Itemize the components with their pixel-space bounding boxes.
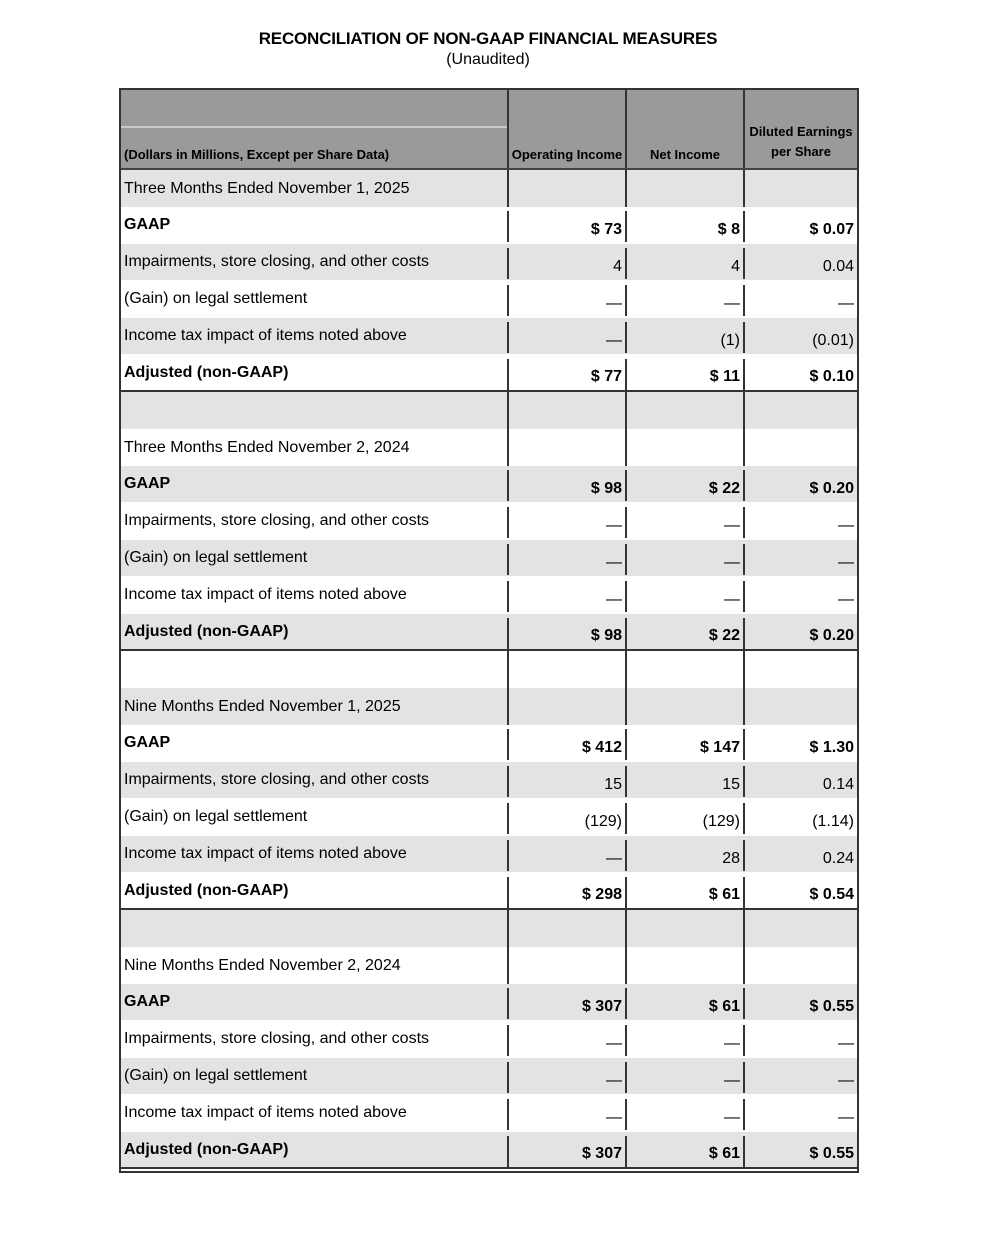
column-divider	[743, 947, 745, 984]
row-label: Adjusted (non-GAAP)	[124, 363, 289, 381]
section-title-row	[121, 688, 857, 725]
column-divider	[743, 359, 745, 390]
column-divider	[743, 285, 745, 316]
diluted-eps-value: $ 0.10	[809, 368, 854, 385]
table-header	[121, 90, 857, 170]
table-row	[121, 318, 857, 355]
column-divider	[625, 877, 627, 908]
operating-income-value: —	[606, 332, 622, 349]
column-divider	[507, 248, 509, 279]
column-divider	[743, 248, 745, 279]
table-row	[121, 614, 857, 651]
column-divider	[507, 877, 509, 908]
table-row	[121, 762, 857, 799]
section-title-row	[121, 947, 857, 984]
column-divider	[507, 910, 509, 947]
column-divider	[625, 766, 627, 797]
diluted-eps-value: 0.14	[822, 776, 854, 793]
column-divider	[625, 211, 627, 242]
table-row	[121, 540, 857, 577]
section-title: Nine Months Ended November 2, 2024	[124, 956, 401, 974]
diluted-eps-value: —	[838, 1109, 854, 1126]
net-income-value: 28	[722, 850, 740, 867]
column-divider	[625, 803, 627, 834]
net-income-value: —	[724, 1109, 740, 1126]
operating-income-value: —	[606, 1072, 622, 1089]
column-divider	[625, 392, 627, 429]
table-row	[121, 873, 857, 910]
table-row	[121, 1095, 857, 1132]
section-title-row	[121, 170, 857, 207]
column-divider	[625, 651, 627, 688]
row-label: Income tax impact of items noted above	[124, 586, 407, 603]
column-divider	[625, 429, 627, 466]
net-income-value: —	[724, 591, 740, 608]
table-row	[121, 1021, 857, 1058]
column-divider	[625, 544, 627, 575]
column-divider	[507, 803, 509, 834]
column-divider	[743, 170, 745, 207]
section-title: Three Months Ended November 2, 2024	[124, 438, 410, 456]
column-divider	[507, 429, 509, 466]
diluted-eps-value: $ 0.20	[809, 480, 854, 497]
table-row	[121, 466, 857, 503]
column-divider	[507, 947, 509, 984]
column-divider	[625, 285, 627, 316]
operating-income-value: $ 298	[581, 886, 622, 903]
row-label: Impairments, store closing, and other costs	[124, 1030, 430, 1047]
column-divider	[743, 729, 745, 760]
diluted-eps-value: $ 0.54	[809, 886, 854, 903]
row-label: Impairments, store closing, and other costs	[124, 771, 430, 788]
operating-income-value: $ 412	[581, 739, 622, 756]
row-label: GAAP	[124, 734, 171, 751]
column-divider	[507, 359, 509, 390]
column-divider	[507, 766, 509, 797]
column-divider	[507, 470, 509, 501]
column-divider	[743, 1025, 745, 1056]
net-income-value: $ 147	[699, 739, 740, 756]
column-divider	[625, 359, 627, 390]
column-divider	[743, 688, 745, 725]
table-row	[121, 1058, 857, 1095]
table-row	[121, 725, 857, 762]
table-row	[121, 577, 857, 614]
header-operating-income: Operating Income	[507, 90, 625, 168]
diluted-eps-value: —	[838, 1035, 854, 1052]
spacer-row	[121, 910, 857, 947]
column-divider	[507, 211, 509, 242]
column-divider	[743, 507, 745, 538]
column-divider	[625, 507, 627, 538]
column-divider	[507, 1025, 509, 1056]
diluted-eps-value: 0.04	[822, 258, 854, 275]
column-divider	[743, 429, 745, 466]
spacer-row	[121, 651, 857, 688]
diluted-eps-value: $ 0.07	[809, 221, 854, 238]
column-divider	[507, 1062, 509, 1093]
net-income-value: $ 61	[708, 886, 740, 903]
operating-income-value: 15	[604, 776, 622, 793]
column-divider	[507, 988, 509, 1019]
column-divider	[743, 840, 745, 871]
column-divider	[743, 581, 745, 612]
column-divider	[507, 322, 509, 353]
net-income-value: —	[724, 554, 740, 571]
diluted-eps-value: $ 0.55	[809, 1145, 854, 1162]
column-divider	[625, 729, 627, 760]
row-label: Income tax impact of items noted above	[124, 845, 407, 862]
net-income-value: 15	[722, 776, 740, 793]
column-divider	[625, 947, 627, 984]
diluted-eps-value: —	[838, 591, 854, 608]
table-row	[121, 503, 857, 540]
column-divider	[507, 1136, 509, 1167]
column-divider	[743, 211, 745, 242]
column-divider	[743, 544, 745, 575]
net-income-value: $ 11	[709, 368, 740, 385]
header-label: (Dollars in Millions, Except per Share Data)	[124, 147, 390, 162]
operating-income-value: —	[606, 554, 622, 571]
column-divider	[507, 651, 509, 688]
column-divider	[625, 1025, 627, 1056]
column-divider	[507, 507, 509, 538]
table-row	[121, 244, 857, 281]
diluted-eps-value: —	[838, 554, 854, 571]
column-divider	[743, 877, 745, 908]
column-divider	[743, 803, 745, 834]
row-label: (Gain) on legal settlement	[124, 1067, 308, 1084]
row-label: GAAP	[124, 216, 171, 233]
column-divider	[743, 1062, 745, 1093]
net-income-value: (1)	[720, 332, 740, 349]
column-divider	[743, 470, 745, 501]
diluted-eps-value: $ 0.20	[809, 627, 854, 644]
operating-income-value: —	[606, 295, 622, 312]
row-label: Impairments, store closing, and other costs	[124, 253, 430, 270]
diluted-eps-value: —	[838, 517, 854, 534]
operating-income-value: —	[606, 517, 622, 534]
column-divider	[625, 170, 627, 207]
column-divider	[625, 910, 627, 947]
column-divider	[625, 322, 627, 353]
column-divider	[743, 910, 745, 947]
column-divider	[625, 618, 627, 649]
section-title-row	[121, 429, 857, 466]
column-divider	[743, 651, 745, 688]
operating-income-value: $ 73	[590, 221, 622, 238]
table-row	[121, 799, 857, 836]
operating-income-value: —	[606, 1035, 622, 1052]
column-divider	[743, 988, 745, 1019]
row-label: GAAP	[124, 993, 171, 1010]
column-divider	[507, 170, 509, 207]
table-row	[121, 207, 857, 244]
column-divider	[507, 840, 509, 871]
row-label: (Gain) on legal settlement	[124, 808, 308, 825]
table-row	[121, 355, 857, 392]
diluted-eps-value: $ 0.55	[809, 998, 854, 1015]
net-income-value: 4	[731, 258, 740, 275]
column-divider	[625, 1099, 627, 1130]
row-label: Adjusted (non-GAAP)	[124, 622, 289, 640]
diluted-eps-value: (1.14)	[812, 813, 854, 830]
column-divider	[625, 1136, 627, 1167]
row-label: GAAP	[124, 475, 171, 492]
column-divider	[507, 618, 509, 649]
row-label: Impairments, store closing, and other costs	[124, 512, 430, 529]
section-title: Three Months Ended November 1, 2025	[124, 179, 410, 197]
column-divider	[625, 688, 627, 725]
row-label: (Gain) on legal settlement	[124, 549, 308, 566]
net-income-value: —	[724, 1035, 740, 1052]
column-divider	[625, 581, 627, 612]
spacer-row	[121, 392, 857, 429]
column-divider	[743, 766, 745, 797]
column-divider	[625, 1062, 627, 1093]
operating-income-value: $ 77	[590, 368, 622, 385]
column-divider	[507, 392, 509, 429]
column-divider	[507, 285, 509, 316]
reconciliation-table	[119, 88, 859, 1173]
table-row	[121, 1132, 857, 1169]
column-divider	[507, 544, 509, 575]
header-diluted-eps-line2: per Share	[771, 144, 831, 159]
header-diluted-eps-line1: Diluted Earnings	[749, 124, 853, 139]
column-divider	[625, 840, 627, 871]
column-divider	[743, 392, 745, 429]
diluted-eps-value: —	[838, 295, 854, 312]
column-divider	[743, 1136, 745, 1167]
net-income-value: $ 8	[717, 221, 740, 238]
header-net-income: Net Income	[625, 90, 743, 168]
diluted-eps-value: $ 1.30	[809, 739, 854, 756]
diluted-eps-value: 0.24	[822, 850, 854, 867]
operating-income-value: —	[606, 591, 622, 608]
column-divider	[507, 688, 509, 725]
table-row	[121, 984, 857, 1021]
row-label: (Gain) on legal settlement	[124, 290, 308, 307]
net-income-value: —	[724, 295, 740, 312]
operating-income-value: $ 307	[581, 1145, 622, 1162]
operating-income-value: —	[606, 1109, 622, 1126]
section-title: Nine Months Ended November 1, 2025	[124, 697, 401, 715]
row-label: Income tax impact of items noted above	[124, 327, 407, 344]
column-divider	[743, 1099, 745, 1130]
table-row	[121, 836, 857, 873]
diluted-eps-value: —	[838, 1072, 854, 1089]
diluted-eps-value: (0.01)	[812, 332, 854, 349]
row-label: Adjusted (non-GAAP)	[124, 1140, 289, 1158]
net-income-value: —	[724, 517, 740, 534]
operating-income-value: $ 98	[590, 480, 622, 497]
net-income-value: $ 61	[708, 998, 740, 1015]
operating-income-value: (129)	[584, 813, 622, 830]
row-label: Adjusted (non-GAAP)	[124, 881, 289, 899]
net-income-value: (129)	[702, 813, 740, 830]
column-divider	[625, 470, 627, 501]
page-subtitle: (Unaudited)	[446, 51, 530, 68]
column-divider	[507, 729, 509, 760]
column-divider	[507, 581, 509, 612]
column-divider	[743, 322, 745, 353]
row-label: Income tax impact of items noted above	[124, 1104, 407, 1121]
net-income-value: —	[724, 1072, 740, 1089]
operating-income-value: —	[606, 850, 622, 867]
column-divider	[625, 988, 627, 1019]
table-row	[121, 281, 857, 318]
net-income-value: $ 22	[708, 480, 740, 497]
header-diluted-eps	[743, 90, 857, 168]
operating-income-value: 4	[613, 258, 622, 275]
operating-income-value: $ 307	[581, 998, 622, 1015]
page-title: RECONCILIATION OF NON-GAAP FINANCIAL MEASURES	[258, 29, 718, 48]
net-income-value: $ 61	[708, 1145, 740, 1162]
column-divider	[507, 1099, 509, 1130]
column-divider	[743, 618, 745, 649]
column-divider	[625, 248, 627, 279]
operating-income-value: $ 98	[590, 627, 622, 644]
net-income-value: $ 22	[708, 627, 740, 644]
